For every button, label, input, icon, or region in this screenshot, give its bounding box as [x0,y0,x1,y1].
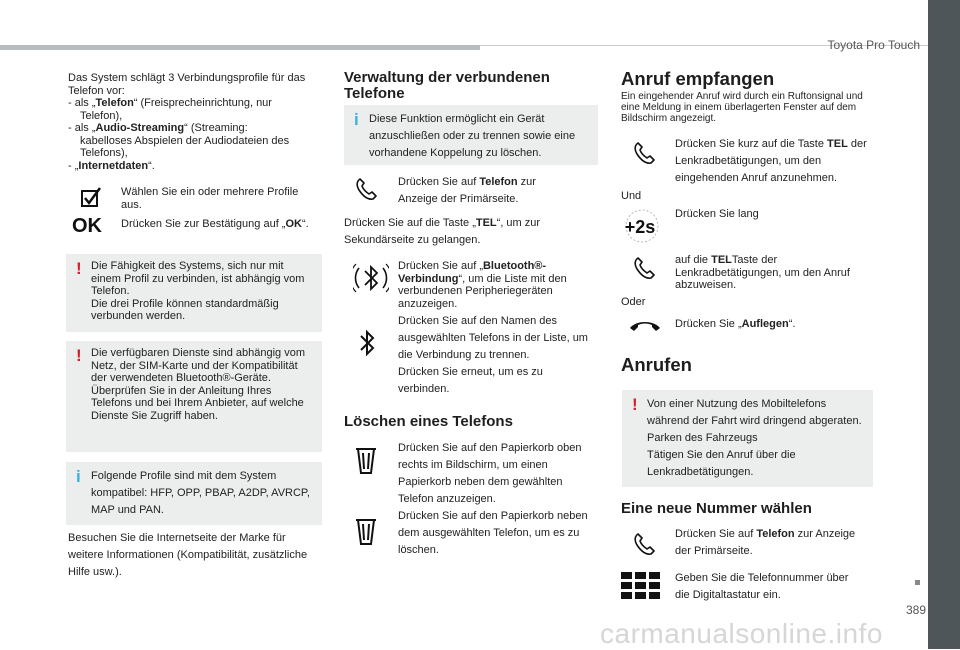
warning-text: Tätigen Sie den Anruf über die Lenkradbetätigungen. [647,449,796,478]
heading-calling: Anrufen [621,354,692,375]
plus-2s-label: +2s [624,217,656,237]
long-press-icon [618,208,662,244]
warning-box-profiles [66,254,322,332]
page-marker [915,580,920,585]
trash-step-2: Drücken Sie auf den Papierkorb neben dem ausgewählten Telefon, um es zu löschen. [398,510,588,556]
trash-icon [355,518,377,546]
bluetooth-connection-icon [353,260,389,296]
reconnect-text: Drücken Sie erneut, um es zu verbinden. [398,366,543,395]
page-header: Toyota Pro Touch [827,38,920,52]
keypad-step: Geben Sie die Telefonnummer über die Digitaltastatur ein. [675,572,849,601]
bluetooth-icon [357,327,377,359]
profile-item-cont: Telefon), [80,109,123,122]
accept-call-step: Drücken Sie kurz auf die Taste TEL der Lenkradbetätigungen, um den eingehenden Anruf anzunehmen. [675,138,867,184]
info-box-profiles [66,462,322,525]
receive-call-intro: Ein eingehender Anruf wird durch ein Ruftonsignal und eine Meldung in einem überlagerten Fenster auf dem Bildschirm angezeigt. [621,91,863,124]
info-box-management [344,105,598,165]
oder-label: Oder [621,296,646,308]
bluetooth-step: Drücken Sie auf „Bluetooth®-Verbindung“, um die Liste mit den verbundenen Peripheriegeräten anzuzeigen. [398,260,567,310]
warning-box-driving [622,390,873,487]
heading-dial-number: Eine neue Nummer wählen [621,500,812,517]
disconnect-step [398,313,590,398]
disconnect-text: Drücken Sie auf den Namen des ausgewählten Telefons in der Liste, um die Verbindung zu trennen. [398,315,588,361]
warning-text: Die verfügbaren Dienste sind abhängig vom Netz, der SIM-Karte und der Kompatibilität der verwendeten Bluetooth®-Geräte. Überprüfen Sie in der Anleitung Ihres Telefons und bei Ihrem Anbieter, auf welche Dienste Sie Zugriff haben. [91,347,306,422]
tel-key-paragraph: Drücken Sie auf die Taste „TEL“, um zur Sekundärseite zu gelangen. [344,217,541,246]
phone-icon [632,531,658,557]
profiles-list [68,72,318,172]
warning-box-services [66,341,322,452]
warning-icon: ! [632,395,638,414]
profile-item-cont: kabelloses Abspielen der Audiodateien des Telefons), [80,134,290,159]
hang-up-step: Drücken Sie „Auflegen“. [675,318,796,330]
heading-connected-phones: Verwaltung der verbundenen Telefone [344,69,550,102]
warning-icon: ! [76,259,82,278]
info-icon: i [76,467,81,486]
profile-item: - als „Telefon“ (Freisprecheinrichtung, nur [68,97,272,109]
phone-icon [632,255,658,281]
profiles-intro: Das System schlägt 3 Verbindungsprofile für das Telefon vor: [68,72,306,97]
info-text: Folgende Profile sind mit dem System kompatibel: HFP, OPP, PBAP, A2DP, AVRCP, MAP und PAN. [91,470,310,516]
und-label: Und [621,190,642,202]
phone-primary-step: Drücken Sie auf Telefon zur Anzeige der Primärseite. [675,528,856,557]
checkbox-icon [80,186,102,208]
profile-item: - „Internetdaten“. [68,159,155,172]
side-tab [928,0,960,649]
trash-icon [355,447,377,475]
warning-text: Parken des Fahrzeugs [647,432,758,444]
info-text: Diese Funktion ermöglicht ein Gerät anzuschließen oder zu trennen sowie eine vorhandene Koppelung zu löschen. [369,113,576,159]
select-profiles-step: Wählen Sie ein oder mehrere Profile aus. [121,186,299,211]
website-note: Besuchen Sie die Internetseite der Marke für weitere Informationen (Kompatibilität, zusätzliche Hilfe usw.). [68,532,308,578]
warning-icon: ! [76,346,82,365]
warning-text: Die Fähigkeit des Systems, sich nur mit einem Profil zu verbinden, ist abhängig vom Telefon. [91,260,305,297]
reject-call-step: auf die TELTaste der Lenkradbetätigungen, um den Anruf abzuweisen. [675,254,850,291]
top-rule-thick [0,45,480,50]
warning-text: Die drei Profile können standardmäßig verbunden werden. [91,297,279,322]
phone-step: Drücken Sie auf Telefon zur Anzeige der Primärseite. [398,176,536,205]
long-press-step: Drücken Sie lang [675,208,759,220]
keypad-icon [621,572,661,600]
trash-step-1: Drücken Sie auf den Papierkorb oben rechts im Bildschirm, um einen Papierkorb neben dem gewählten Telefon anzuzeigen. [398,442,582,505]
phone-icon [632,140,658,166]
page-number: 389 [905,603,926,617]
ok-icon: OK [72,215,102,237]
profile-item: - als „Audio-Streaming“ (Streaming: [68,122,248,134]
info-icon: i [354,110,359,129]
phone-icon [354,176,380,202]
warning-text: Von einer Nutzung des Mobiltelefons während der Fahrt wird dringend abgeraten. [647,398,862,427]
hang-up-icon [628,317,662,333]
watermark: carmanualsonline.info [600,618,883,649]
heading-delete-phone: Löschen eines Telefons [344,413,513,430]
confirm-step: Drücken Sie zur Bestätigung auf „OK“. [121,218,309,230]
heading-receive-call: Anruf empfangen [621,68,775,89]
